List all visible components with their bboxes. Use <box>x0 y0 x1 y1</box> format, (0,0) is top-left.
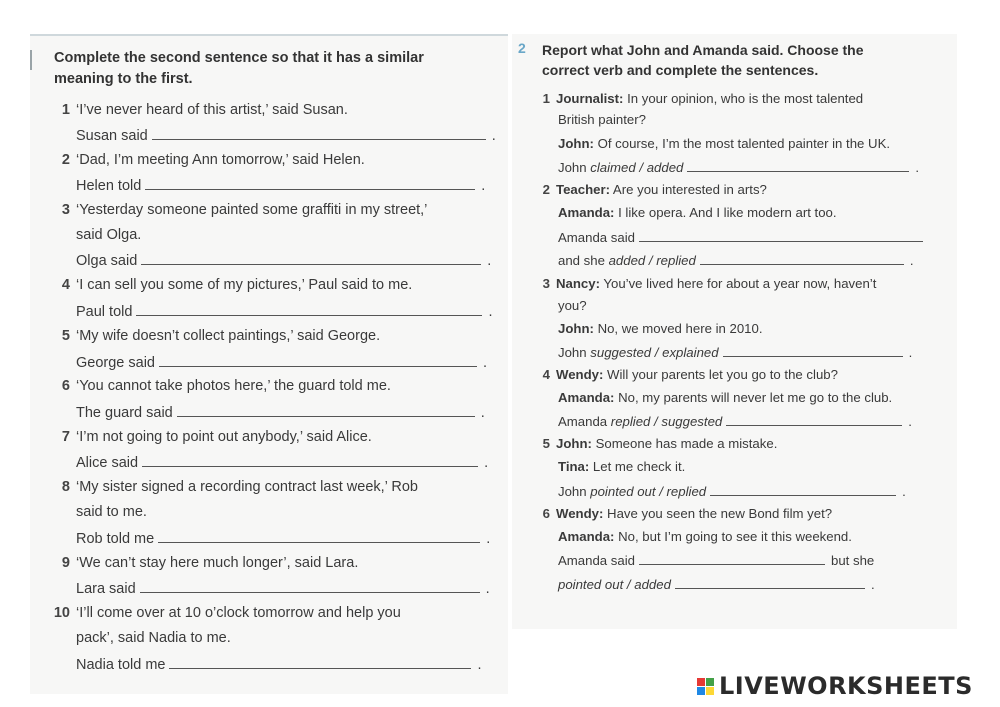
quote-text: ‘I can sell you some of my pictures,’ Paul said to me. <box>76 277 413 293</box>
item-2-quote <box>52 150 365 171</box>
speaker: Wendy: <box>556 367 604 382</box>
dialogue-text: Someone has made a mistake. <box>591 436 778 451</box>
speaker: John: <box>558 136 594 151</box>
answer-blank[interactable] <box>159 352 477 367</box>
q1-line-a2: British painter? <box>558 112 646 127</box>
prompt-text: Amanda said <box>558 230 635 245</box>
item-number: 3 <box>542 276 550 291</box>
prompt-text: Nadia told me <box>76 657 166 673</box>
item-number: 6 <box>61 378 70 394</box>
prompt-text: and she <box>558 253 609 268</box>
q2-answer-2 <box>558 250 914 270</box>
exercise-1 <box>30 34 508 694</box>
logo-text: LIVEWORKSHEETS <box>719 672 973 700</box>
full-stop: . <box>480 405 485 421</box>
q2-line-b <box>558 203 837 222</box>
speaker: Amanda: <box>558 390 615 405</box>
speaker: Tina: <box>558 459 590 474</box>
item-4-quote <box>52 275 412 296</box>
exercise-1-heading-line-1: Complete the second sentence so that it has a similar <box>54 50 424 66</box>
full-stop: . <box>491 128 496 144</box>
dialogue-text: I like opera. And I like modern art too. <box>614 205 837 220</box>
prompt-text: John <box>558 345 591 360</box>
item-5-quote <box>52 326 380 347</box>
answer-blank[interactable] <box>639 227 923 242</box>
quote-text: ‘Dad, I’m meeting Ann tomorrow,’ said Helen. <box>76 152 365 168</box>
answer-blank[interactable] <box>142 452 478 467</box>
prompt-text: The guard said <box>76 405 173 421</box>
prompt-text: Lara said <box>76 581 136 597</box>
answer-blank[interactable] <box>639 550 825 565</box>
speaker: Amanda: <box>558 529 615 544</box>
verb-choice[interactable]: added / replied <box>608 253 696 268</box>
item-1-answer <box>76 125 496 147</box>
prompt-text: Paul told <box>76 304 133 320</box>
q3-line-a <box>540 274 876 293</box>
answer-blank[interactable] <box>145 175 475 190</box>
speaker: Journalist: <box>556 91 624 106</box>
item-number: 9 <box>61 555 70 571</box>
verb-choice[interactable]: pointed out / replied <box>590 484 707 499</box>
item-number: 2 <box>542 182 550 197</box>
item-number: 6 <box>542 506 550 521</box>
full-stop: . <box>902 484 906 499</box>
q6-answer-2 <box>558 574 875 594</box>
answer-blank[interactable] <box>136 301 482 316</box>
item-7-quote <box>52 427 372 448</box>
q3-line-b <box>558 319 763 338</box>
full-stop: . <box>870 577 875 592</box>
full-stop: . <box>484 455 489 471</box>
q6-answer-1 <box>558 550 874 570</box>
item-number: 2 <box>61 152 70 168</box>
prompt-text: John <box>558 160 591 175</box>
q3-answer <box>558 342 912 362</box>
answer-blank[interactable] <box>169 654 471 669</box>
q1-answer <box>558 157 919 177</box>
dialogue-text: No, but I’m going to see it this weekend. <box>614 529 852 544</box>
speaker: Wendy: <box>556 506 604 521</box>
prompt-text: Alice said <box>76 455 139 471</box>
dialogue-text: In your opinion, who is the most talented <box>623 91 864 106</box>
speaker: Amanda: <box>558 205 615 220</box>
answer-blank[interactable] <box>158 528 480 543</box>
speaker: Nancy: <box>556 276 600 291</box>
item-9-quote <box>52 553 358 574</box>
q2-line-a <box>540 180 767 199</box>
prompt-text: Olga said <box>76 253 138 269</box>
item-7-answer <box>76 452 488 474</box>
answer-blank[interactable] <box>723 342 903 357</box>
verb-choice[interactable]: claimed / added <box>590 160 684 175</box>
answer-blank[interactable] <box>140 578 480 593</box>
item-4-answer <box>76 301 492 323</box>
item-2-answer <box>76 175 485 197</box>
dialogue-text: Are you interested in arts? <box>610 182 767 197</box>
speaker: John: <box>558 321 594 336</box>
item-number: 4 <box>542 367 550 382</box>
prompt-text: Helen told <box>76 178 142 194</box>
logo-icon <box>697 678 714 695</box>
item-number: 5 <box>61 328 70 344</box>
exercise-2-heading-line-1: Report what John and Amanda said. Choose the <box>542 42 864 58</box>
full-stop: . <box>483 355 488 371</box>
item-1-quote <box>52 100 348 121</box>
dialogue-text: No, my parents will never let me go to the club. <box>614 390 893 405</box>
q1-line-b <box>558 134 890 153</box>
speaker: Teacher: <box>556 182 610 197</box>
divider <box>30 34 508 36</box>
dialogue-text: Let me check it. <box>589 459 686 474</box>
prompt-text: but she <box>830 553 875 568</box>
item-8-quote <box>52 477 418 498</box>
liveworksheets-logo <box>697 672 973 700</box>
item-number: 1 <box>542 91 550 106</box>
speaker: John: <box>556 436 592 451</box>
quote-text: ‘My wife doesn’t collect paintings,’ said George. <box>76 328 381 344</box>
item-8-quote-cont: said to me. <box>76 504 147 520</box>
full-stop: . <box>481 178 486 194</box>
dialogue-text: You’ve lived here for about a year now, haven’t <box>599 276 877 291</box>
answer-blank[interactable] <box>675 574 865 589</box>
q4-answer <box>558 411 912 431</box>
q6-line-a <box>540 504 832 523</box>
dialogue-text: No, we moved here in 2010. <box>593 321 763 336</box>
dialogue-text: Of course, I’m the most talented painter in the UK. <box>593 136 891 151</box>
answer-blank[interactable] <box>726 411 902 426</box>
q5-answer <box>558 481 906 501</box>
item-8-answer <box>76 528 490 550</box>
exercise-2-heading-line-2: correct verb and complete the sentences. <box>542 62 819 78</box>
item-number: 1 <box>61 102 70 118</box>
item-3-answer <box>76 250 491 272</box>
item-number: 3 <box>61 202 70 218</box>
q5-line-a <box>540 434 777 453</box>
item-number: 4 <box>61 277 70 293</box>
full-stop: . <box>908 414 912 429</box>
q5-line-b <box>558 457 685 476</box>
full-stop: . <box>488 304 493 320</box>
quote-text: ‘I’ve never heard of this artist,’ said Susan. <box>76 102 348 118</box>
item-10-quote <box>52 603 401 624</box>
item-10-answer <box>76 654 482 676</box>
prompt-text: George said <box>76 355 155 371</box>
quote-text: ‘Yesterday someone painted some graffiti in my street,’ <box>76 202 428 218</box>
answer-blank[interactable] <box>141 250 481 265</box>
full-stop: . <box>477 657 482 673</box>
item-3-quote <box>52 200 427 221</box>
item-3-quote-cont: said Olga. <box>76 227 142 243</box>
prompt-text: Rob told me <box>76 531 155 547</box>
quote-text: ‘I’ll come over at 10 o’clock tomorrow and help you <box>76 605 401 621</box>
dialogue-text: Will your parents let you go to the club? <box>603 367 838 382</box>
exercise-2 <box>512 34 957 629</box>
full-stop: . <box>486 531 491 547</box>
prompt-text: Amanda said <box>558 553 635 568</box>
item-6-answer <box>76 402 485 424</box>
q2-answer-1 <box>558 227 923 247</box>
item-number: 5 <box>542 436 550 451</box>
item-number: 7 <box>61 429 70 445</box>
section-number: 2 <box>518 40 526 56</box>
prompt-text: Susan said <box>76 128 148 144</box>
answer-blank[interactable] <box>700 250 904 265</box>
verb-choice[interactable]: pointed out / added <box>558 577 671 592</box>
answer-blank[interactable] <box>177 402 475 417</box>
verb-choice[interactable]: suggested / explained <box>590 345 719 360</box>
q1-line-a <box>540 89 863 108</box>
q4-line-a <box>540 365 838 384</box>
item-6-quote <box>52 376 391 397</box>
verb-choice[interactable]: replied / suggested <box>610 414 723 429</box>
answer-blank[interactable] <box>152 125 486 140</box>
quote-text: ‘You cannot take photos here,’ the guard told me. <box>76 378 391 394</box>
item-10-quote-cont: pack’, said Nadia to me. <box>76 630 231 646</box>
q6-line-b <box>558 527 852 546</box>
prompt-text: John <box>558 484 591 499</box>
dialogue-text: Have you seen the new Bond film yet? <box>603 506 833 521</box>
item-number: 8 <box>61 479 70 495</box>
exercise-1-heading-line-2: meaning to the first. <box>54 71 193 87</box>
quote-text: ‘I’m not going to point out anybody,’ said Alice. <box>76 429 372 445</box>
full-stop: . <box>487 253 492 269</box>
section-marker <box>30 50 32 70</box>
answer-blank[interactable] <box>710 481 896 496</box>
full-stop: . <box>909 253 914 268</box>
prompt-text: Amanda <box>558 414 611 429</box>
quote-text: ‘My sister signed a recording contract last week,’ Rob <box>76 479 418 495</box>
item-9-answer <box>76 578 490 600</box>
q3-line-a2: you? <box>558 298 587 313</box>
full-stop: . <box>915 160 920 175</box>
item-number: 10 <box>53 605 70 621</box>
full-stop: . <box>485 581 490 597</box>
q4-line-b <box>558 388 892 407</box>
quote-text: ‘We can’t stay here much longer’, said Lara. <box>76 555 359 571</box>
full-stop: . <box>908 345 913 360</box>
item-5-answer <box>76 352 487 374</box>
answer-blank[interactable] <box>687 157 909 172</box>
